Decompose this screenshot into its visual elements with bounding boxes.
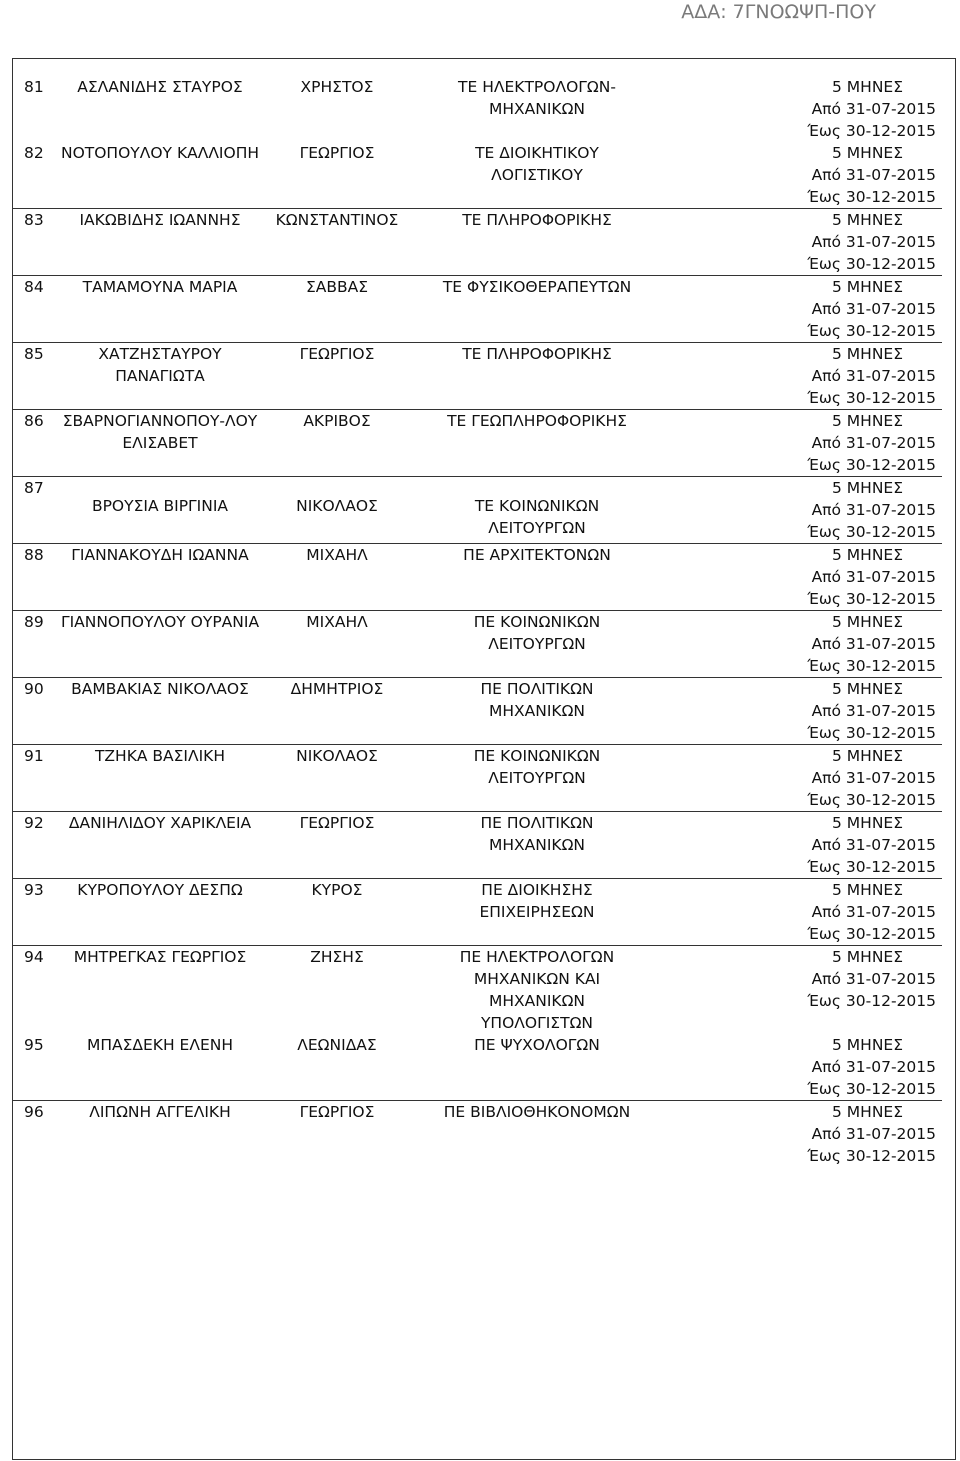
table-row bbox=[12, 209, 942, 276]
personnel-table bbox=[12, 76, 942, 1167]
duration-from: Από 31-07-2015 bbox=[811, 434, 936, 452]
duration-months: 5 ΜΗΝΕΣ bbox=[832, 345, 903, 363]
father-name bbox=[262, 946, 412, 1034]
full-name bbox=[58, 946, 262, 1034]
table-row bbox=[12, 678, 942, 745]
duration-from: Από 31-07-2015 bbox=[811, 233, 936, 251]
contract-duration bbox=[662, 276, 942, 343]
row-number-text: 86 bbox=[24, 412, 44, 430]
duration-months: 5 ΜΗΝΕΣ bbox=[832, 278, 903, 296]
row-number bbox=[12, 1101, 58, 1167]
contract-duration bbox=[662, 76, 942, 142]
table-row bbox=[12, 343, 942, 410]
full-name-text: ΚΥΡΟΠΟΥΛΟΥ ΔΕΣΠΩ bbox=[77, 881, 243, 899]
father-name-text: ΝΙΚΟΛΑΟΣ bbox=[296, 497, 378, 515]
father-name-text: ΣΑΒΒΑΣ bbox=[305, 278, 369, 296]
duration-to: Έως 30-12-2015 bbox=[807, 590, 936, 608]
specialty bbox=[412, 879, 662, 946]
contract-duration bbox=[662, 142, 942, 209]
father-name bbox=[262, 209, 412, 276]
row-number bbox=[12, 946, 58, 1034]
row-number-text: 96 bbox=[24, 1103, 44, 1121]
table-row bbox=[12, 142, 942, 209]
duration-months: 5 ΜΗΝΕΣ bbox=[832, 613, 903, 631]
specialty bbox=[412, 477, 662, 544]
row-number bbox=[12, 76, 58, 142]
contract-duration bbox=[662, 209, 942, 276]
duration-months: 5 ΜΗΝΕΣ bbox=[832, 479, 903, 497]
father-name bbox=[262, 343, 412, 410]
row-number-text: 84 bbox=[24, 278, 44, 296]
duration-months: 5 ΜΗΝΕΣ bbox=[832, 814, 903, 832]
duration-from: Από 31-07-2015 bbox=[811, 501, 936, 519]
table-row bbox=[12, 946, 942, 1034]
father-name bbox=[262, 1101, 412, 1167]
full-name-text: ΒΡΟΥΣΙΑ ΒΙΡΓΙΝΙΑ bbox=[91, 497, 229, 515]
row-number bbox=[12, 678, 58, 745]
father-name bbox=[262, 477, 412, 544]
father-name-text: ΓΕΩΡΓΙΟΣ bbox=[299, 814, 375, 832]
table-row bbox=[12, 812, 942, 879]
specialty-text: ΤΕ ΚΟΙΝΩΝΙΚΩΝ bbox=[474, 497, 600, 515]
duration-from: Από 31-07-2015 bbox=[811, 367, 936, 385]
table-row bbox=[12, 611, 942, 678]
duration-from: Από 31-07-2015 bbox=[811, 970, 936, 988]
specialty-text: ΠΕ ΗΛΕΚΤΡΟΛΟΓΩΝ bbox=[459, 948, 615, 966]
specialty bbox=[412, 142, 662, 209]
specialty bbox=[412, 410, 662, 477]
specialty-text: ΛΕΙΤΟΥΡΓΩΝ bbox=[488, 769, 586, 787]
specialty-text: ΠΕ ΔΙΟΙΚΗΣΗΣ bbox=[481, 881, 593, 899]
row-number-text: 83 bbox=[24, 211, 44, 229]
table-row bbox=[12, 276, 942, 343]
full-name bbox=[58, 1034, 262, 1101]
specialty bbox=[412, 343, 662, 410]
specialty-text: ΕΠΙΧΕΙΡΗΣΕΩΝ bbox=[479, 903, 595, 921]
contract-duration bbox=[662, 812, 942, 879]
specialty-text: ΛΕΙΤΟΥΡΓΩΝ bbox=[488, 635, 586, 653]
full-name bbox=[58, 544, 262, 611]
table-row bbox=[12, 544, 942, 611]
specialty bbox=[412, 611, 662, 678]
full-name-text: ΜΠΑΣΔΕΚΗ ΕΛΕΝΗ bbox=[86, 1036, 233, 1054]
father-name-text: ΓΕΩΡΓΙΟΣ bbox=[299, 144, 375, 162]
father-name-text: ΔΗΜΗΤΡΙΟΣ bbox=[290, 680, 384, 698]
duration-from: Από 31-07-2015 bbox=[811, 1058, 936, 1076]
duration-to: Έως 30-12-2015 bbox=[807, 523, 936, 541]
full-name bbox=[58, 142, 262, 209]
duration-to: Έως 30-12-2015 bbox=[807, 122, 936, 140]
duration-from: Από 31-07-2015 bbox=[811, 568, 936, 586]
duration-from: Από 31-07-2015 bbox=[811, 1125, 936, 1143]
full-name-text: ΙΑΚΩΒΙΔΗΣ ΙΩΑΝΝΗΣ bbox=[79, 211, 241, 229]
row-number bbox=[12, 1034, 58, 1101]
father-name-text: ΖΗΣΗΣ bbox=[310, 948, 364, 966]
specialty-text: ΠΕ ΒΙΒΛΙΟΘΗΚΟΝΟΜΩΝ bbox=[443, 1103, 631, 1121]
full-name bbox=[58, 611, 262, 678]
contract-duration bbox=[662, 611, 942, 678]
table-row bbox=[12, 879, 942, 946]
father-name bbox=[262, 76, 412, 142]
duration-to: Έως 30-12-2015 bbox=[807, 1147, 936, 1165]
row-number bbox=[12, 142, 58, 209]
father-name-text: ΜΙΧΑΗΛ bbox=[306, 613, 368, 631]
father-name bbox=[262, 745, 412, 812]
father-name bbox=[262, 276, 412, 343]
specialty-text: ΠΕ ΚΟΙΝΩΝΙΚΩΝ bbox=[473, 747, 601, 765]
ada-code: ΑΔΑ: 7ΓΝΟΩΨΠ-ΠΟΥ bbox=[681, 1, 876, 23]
row-number bbox=[12, 477, 58, 544]
full-name bbox=[58, 209, 262, 276]
full-name-text: ΤΑΜΑΜΟΥΝΑ ΜΑΡΙΑ bbox=[82, 278, 238, 296]
row-number-text: 95 bbox=[24, 1036, 44, 1054]
contract-duration bbox=[662, 1034, 942, 1101]
full-name bbox=[58, 343, 262, 410]
duration-from: Από 31-07-2015 bbox=[811, 300, 936, 318]
duration-to: Έως 30-12-2015 bbox=[807, 858, 936, 876]
row-number-text: 87 bbox=[24, 479, 44, 497]
father-name bbox=[262, 1034, 412, 1101]
row-number bbox=[12, 276, 58, 343]
contract-duration bbox=[662, 544, 942, 611]
duration-to: Έως 30-12-2015 bbox=[807, 188, 936, 206]
specialty-text: ΜΗΧΑΝΙΚΩΝ ΚΑΙ bbox=[473, 970, 601, 988]
row-number-text: 85 bbox=[24, 345, 44, 363]
row-number-text: 82 bbox=[24, 144, 44, 162]
full-name-text: ΓΙΑΝΝΑΚΟΥΔΗ ΙΩΑΝΝΑ bbox=[71, 546, 249, 564]
duration-from: Από 31-07-2015 bbox=[811, 100, 936, 118]
duration-months: 5 ΜΗΝΕΣ bbox=[832, 948, 903, 966]
father-name-text: ΓΕΩΡΓΙΟΣ bbox=[299, 345, 375, 363]
full-name bbox=[58, 745, 262, 812]
duration-to: Έως 30-12-2015 bbox=[807, 791, 936, 809]
row-number-text: 94 bbox=[24, 948, 44, 966]
row-number bbox=[12, 410, 58, 477]
duration-months: 5 ΜΗΝΕΣ bbox=[832, 747, 903, 765]
table-row bbox=[12, 745, 942, 812]
specialty bbox=[412, 544, 662, 611]
specialty bbox=[412, 1101, 662, 1167]
row-number-text: 81 bbox=[24, 78, 44, 96]
row-number bbox=[12, 544, 58, 611]
father-name-text: ΛΕΩΝΙΔΑΣ bbox=[297, 1036, 377, 1054]
specialty-text: ΤΕ ΠΛΗΡΟΦΟΡΙΚΗΣ bbox=[462, 345, 612, 363]
full-name bbox=[58, 812, 262, 879]
full-name bbox=[58, 76, 262, 142]
full-name bbox=[58, 879, 262, 946]
duration-months: 5 ΜΗΝΕΣ bbox=[832, 680, 903, 698]
duration-to: Έως 30-12-2015 bbox=[807, 925, 936, 943]
contract-duration bbox=[662, 678, 942, 745]
duration-months: 5 ΜΗΝΕΣ bbox=[832, 1036, 903, 1054]
specialty-text: ΛΟΓΙΣΤΙΚΟΥ bbox=[491, 166, 583, 184]
duration-to: Έως 30-12-2015 bbox=[807, 456, 936, 474]
father-name-text: ΧΡΗΣΤΟΣ bbox=[300, 78, 374, 96]
table-row bbox=[12, 1101, 942, 1167]
specialty-text: ΜΗΧΑΝΙΚΩΝ bbox=[488, 702, 586, 720]
contract-duration bbox=[662, 477, 942, 544]
full-name-text: ΓΙΑΝΝΟΠΟΥΛΟΥ ΟΥΡΑΝΙΑ bbox=[60, 613, 260, 631]
specialty bbox=[412, 745, 662, 812]
duration-from: Από 31-07-2015 bbox=[811, 635, 936, 653]
father-name-text: ΝΙΚΟΛΑΟΣ bbox=[296, 747, 378, 765]
father-name bbox=[262, 678, 412, 745]
specialty bbox=[412, 946, 662, 1034]
specialty-text: ΠΕ ΚΟΙΝΩΝΙΚΩΝ bbox=[473, 613, 601, 631]
full-name bbox=[58, 678, 262, 745]
full-name-text: ΕΛΙΣΑΒΕΤ bbox=[122, 434, 198, 452]
row-number bbox=[12, 209, 58, 276]
duration-months: 5 ΜΗΝΕΣ bbox=[832, 412, 903, 430]
specialty-text: ΤΕ ΓΕΩΠΛΗΡΟΦΟΡΙΚΗΣ bbox=[447, 412, 627, 430]
specialty bbox=[412, 1034, 662, 1101]
specialty bbox=[412, 678, 662, 745]
specialty-text: ΠΕ ΠΟΛΙΤΙΚΩΝ bbox=[480, 680, 594, 698]
specialty bbox=[412, 76, 662, 142]
full-name-text: ΒΑΜΒΑΚΙΑΣ ΝΙΚΟΛΑΟΣ bbox=[71, 680, 249, 698]
full-name bbox=[58, 1101, 262, 1167]
duration-from: Από 31-07-2015 bbox=[811, 702, 936, 720]
full-name-text: ΑΣΛΑΝΙΔΗΣ ΣΤΑΥΡΟΣ bbox=[77, 78, 243, 96]
father-name-text: ΚΥΡΟΣ bbox=[311, 881, 363, 899]
row-number bbox=[12, 879, 58, 946]
father-name bbox=[262, 812, 412, 879]
specialty-text: ΠΕ ΠΟΛΙΤΙΚΩΝ bbox=[480, 814, 594, 832]
full-name-text: ΛΙΠΩΝΗ ΑΓΓΕΛΙΚΗ bbox=[89, 1103, 231, 1121]
specialty-text: ΤΕ ΦΥΣΙΚΟΘΕΡΑΠΕΥΤΩΝ bbox=[442, 278, 632, 296]
table-row bbox=[12, 76, 942, 142]
duration-to: Έως 30-12-2015 bbox=[807, 389, 936, 407]
specialty-text: ΜΗΧΑΝΙΚΩΝ bbox=[488, 100, 586, 118]
table-row bbox=[12, 477, 942, 544]
specialty-text: ΤΕ ΔΙΟΙΚΗΤΙΚΟΥ bbox=[475, 144, 599, 162]
contract-duration bbox=[662, 946, 942, 1034]
full-name bbox=[58, 477, 262, 544]
full-name-text: ΔΑΝΙΗΛΙΔΟΥ ΧΑΡΙΚΛΕΙΑ bbox=[68, 814, 252, 832]
specialty-text: ΠΕ ΑΡΧΙΤΕΚΤΟΝΩΝ bbox=[463, 546, 611, 564]
duration-months: 5 ΜΗΝΕΣ bbox=[832, 1103, 903, 1121]
full-name bbox=[58, 410, 262, 477]
duration-months: 5 ΜΗΝΕΣ bbox=[832, 881, 903, 899]
duration-to: Έως 30-12-2015 bbox=[807, 255, 936, 273]
duration-to: Έως 30-12-2015 bbox=[807, 657, 936, 675]
full-name-text: ΤΖΗΚΑ ΒΑΣΙΛΙΚΗ bbox=[94, 747, 226, 765]
specialty-text: ΜΗΧΑΝΙΚΩΝ bbox=[488, 992, 586, 1010]
row-number-text: 93 bbox=[24, 881, 44, 899]
specialty-text: ΤΕ ΗΛΕΚΤΡΟΛΟΓΩΝ- bbox=[458, 78, 616, 96]
specialty-text: ΛΕΙΤΟΥΡΓΩΝ bbox=[488, 519, 586, 537]
row-number-text: 92 bbox=[24, 814, 44, 832]
father-name-text: ΚΩΝΣΤΑΝΤΙΝΟΣ bbox=[275, 211, 399, 229]
table-row bbox=[12, 1034, 942, 1101]
table-row bbox=[12, 410, 942, 477]
specialty bbox=[412, 276, 662, 343]
contract-duration bbox=[662, 1101, 942, 1167]
father-name bbox=[262, 410, 412, 477]
duration-from: Από 31-07-2015 bbox=[811, 836, 936, 854]
row-number bbox=[12, 343, 58, 410]
father-name bbox=[262, 142, 412, 209]
duration-months: 5 ΜΗΝΕΣ bbox=[832, 78, 903, 96]
specialty-text: ΜΗΧΑΝΙΚΩΝ bbox=[488, 836, 586, 854]
duration-to: Έως 30-12-2015 bbox=[807, 1080, 936, 1098]
specialty bbox=[412, 812, 662, 879]
row-number-text: 91 bbox=[24, 747, 44, 765]
duration-from: Από 31-07-2015 bbox=[811, 166, 936, 184]
full-name-text: ΝΟΤΟΠΟΥΛΟΥ ΚΑΛΛΙΟΠΗ bbox=[60, 144, 260, 162]
contract-duration bbox=[662, 343, 942, 410]
father-name-text: ΜΙΧΑΗΛ bbox=[306, 546, 368, 564]
duration-from: Από 31-07-2015 bbox=[811, 903, 936, 921]
father-name bbox=[262, 879, 412, 946]
specialty-text: ΥΠΟΛΟΓΙΣΤΩΝ bbox=[480, 1014, 594, 1032]
full-name-text: ΜΗΤΡΕΓΚΑΣ ΓΕΩΡΓΙΟΣ bbox=[73, 948, 247, 966]
full-name-text: ΧΑΤΖΗΣΤΑΥΡΟΥ ΠΑΝΑΓΙΩΤΑ bbox=[98, 345, 222, 385]
specialty-text: ΠΕ ΨΥΧΟΛΟΓΩΝ bbox=[474, 1036, 600, 1054]
father-name-text: ΓΕΩΡΓΙΟΣ bbox=[299, 1103, 375, 1121]
duration-to: Έως 30-12-2015 bbox=[807, 992, 936, 1010]
duration-to: Έως 30-12-2015 bbox=[807, 724, 936, 742]
personnel-table-body bbox=[12, 76, 942, 1167]
row-number bbox=[12, 812, 58, 879]
father-name bbox=[262, 611, 412, 678]
full-name bbox=[58, 276, 262, 343]
row-number bbox=[12, 745, 58, 812]
contract-duration bbox=[662, 745, 942, 812]
duration-months: 5 ΜΗΝΕΣ bbox=[832, 546, 903, 564]
father-name-text: ΑΚΡΙΒΟΣ bbox=[303, 412, 371, 430]
row-number bbox=[12, 611, 58, 678]
father-name bbox=[262, 544, 412, 611]
contract-duration bbox=[662, 879, 942, 946]
row-number-text: 89 bbox=[24, 613, 44, 631]
row-number-text: 90 bbox=[24, 680, 44, 698]
specialty bbox=[412, 209, 662, 276]
full-name-text: ΣΒΑΡΝΟΓΙΑΝΝΟΠΟΥ-ΛΟΥ bbox=[62, 412, 258, 430]
contract-duration bbox=[662, 410, 942, 477]
row-number-text: 88 bbox=[24, 546, 44, 564]
duration-months: 5 ΜΗΝΕΣ bbox=[832, 211, 903, 229]
duration-to: Έως 30-12-2015 bbox=[807, 322, 936, 340]
duration-months: 5 ΜΗΝΕΣ bbox=[832, 144, 903, 162]
duration-from: Από 31-07-2015 bbox=[811, 769, 936, 787]
specialty-text: ΤΕ ΠΛΗΡΟΦΟΡΙΚΗΣ bbox=[462, 211, 612, 229]
